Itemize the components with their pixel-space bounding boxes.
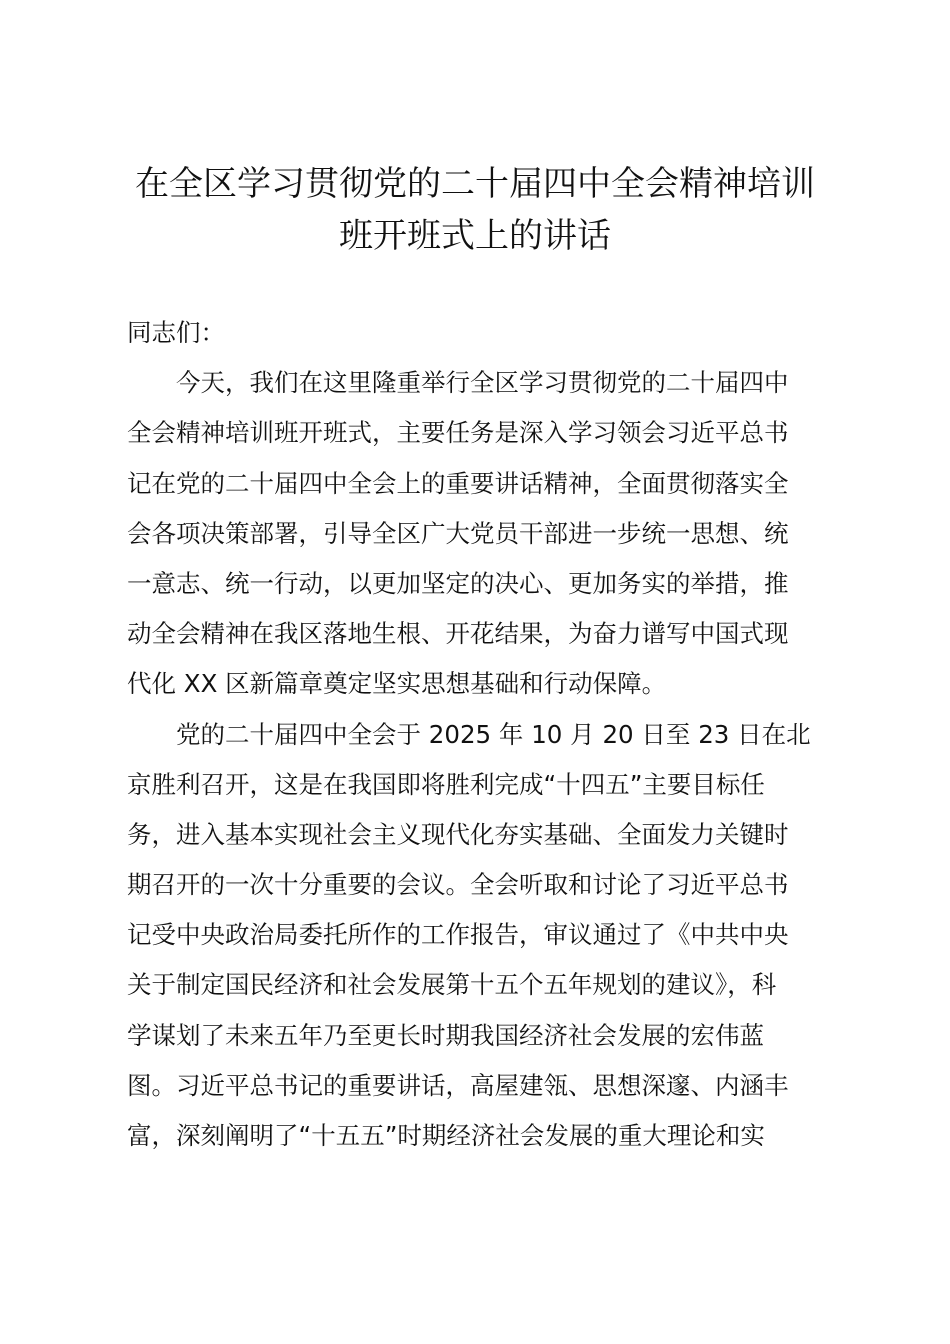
paragraph-line: 富，深刻阐明了“十五五”时期经济社会发展的重大理论和实: [127, 1121, 765, 1150]
title-line: 班开班式上的讲话: [339, 216, 611, 256]
paragraph-line: 记在党的二十届四中全会上的重要讲话精神，全面贯彻落实全: [127, 468, 789, 498]
paragraph-line: 动全会精神在我区落地生根、开花结果，为奋力谱写中国式现: [127, 619, 789, 649]
document-body: [127, 308, 837, 1161]
paragraph-line: 会各项决策部署，引导全区广大党员干部进一步统一思想、统: [127, 518, 789, 548]
paragraph-line: 关于制定国民经济和社会发展第十五个五年规划的建议》，科: [127, 970, 777, 1000]
paragraph-line: 党的二十届四中全会于 2025 年 10 月 20 日至 23 日在北: [176, 719, 811, 749]
title-line: 在全区学习贯彻党的二十届四中全会精神培训: [135, 164, 815, 204]
paragraph-line: 记受中央政治局委托所作的工作报告，审议通过了《中共中央: [127, 920, 789, 950]
paragraph-line: 期召开的一次十分重要的会议。全会听取和讨论了习近平总书: [127, 870, 789, 900]
paragraph-2: [127, 710, 837, 1162]
document-title: [100, 158, 850, 262]
paragraph-line: 图。习近平总书记的重要讲话，高屋建瓴、思想深邃、内涵丰: [127, 1070, 789, 1100]
paragraph-line: 务，进入基本实现社会主义现代化夯实基础、全面发力关键时: [127, 819, 789, 849]
salutation: 同志们：: [127, 318, 225, 347]
paragraph-line: 今天，我们在这里隆重举行全区学习贯彻党的二十届四中: [176, 368, 789, 398]
paragraph-line: 一意志、统一行动，以更加坚定的决心、更加务实的举措，推: [127, 568, 789, 598]
paragraph-1: [127, 358, 837, 709]
paragraph-line: 学谋划了未来五年乃至更长时期我国经济社会发展的宏伟蓝: [127, 1020, 764, 1050]
paragraph-line: 京胜利召开，这是在我国即将胜利完成“十四五”主要目标任: [127, 769, 765, 799]
paragraph-line: 全会精神培训班开班式，主要任务是深入学习领会习近平总书: [127, 418, 789, 448]
paragraph-line: 代化 XX 区新篇章奠定坚实思想基础和行动保障。: [127, 669, 667, 699]
